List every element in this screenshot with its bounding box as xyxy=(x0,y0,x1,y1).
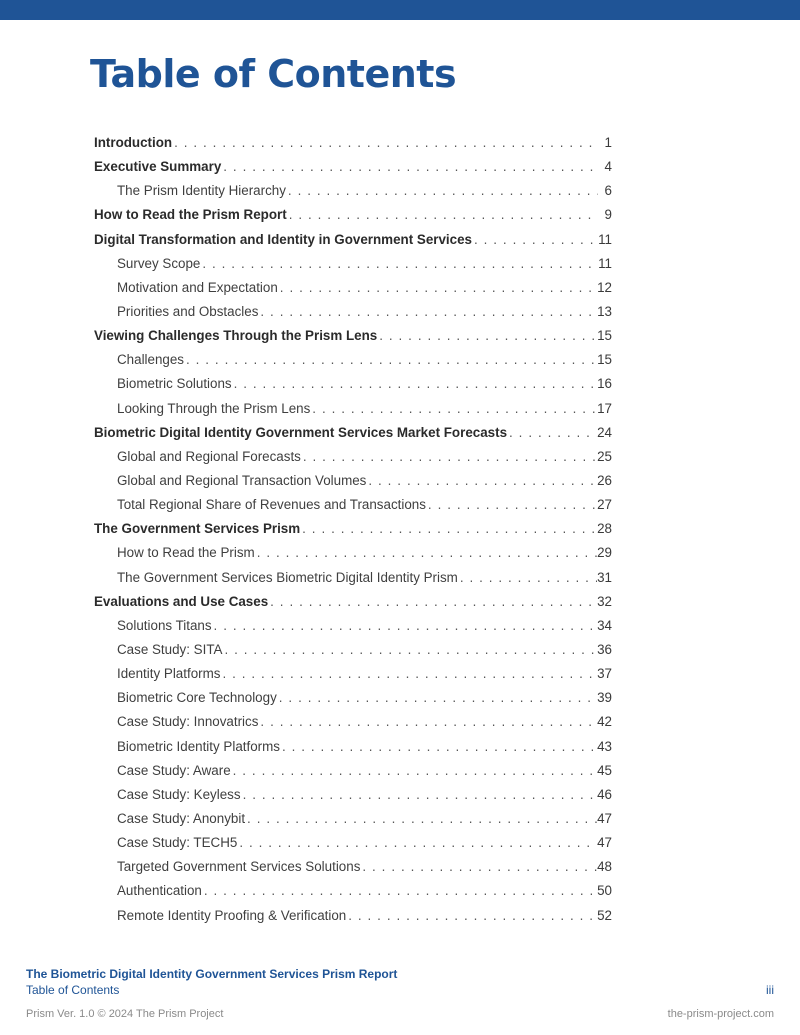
toc-dot-leader xyxy=(377,324,597,348)
toc-entry-page-number: 39 xyxy=(597,690,612,706)
toc-subsection-entry[interactable] xyxy=(94,469,612,493)
toc-entry-page-number: 28 xyxy=(597,521,612,537)
toc-dot-leader xyxy=(472,228,598,252)
toc-entry-page-number: 17 xyxy=(597,400,612,416)
footer-page-number: iii xyxy=(766,983,774,997)
toc-dot-leader xyxy=(280,735,597,759)
toc-dot-leader xyxy=(301,445,597,469)
toc-dot-leader xyxy=(300,517,597,541)
toc-entry-label: Digital Transformation and Identity in Government Services xyxy=(94,231,472,247)
toc-subsection-entry[interactable] xyxy=(94,300,612,324)
toc-section-entry[interactable] xyxy=(94,590,612,614)
toc-subsection-entry[interactable] xyxy=(94,831,612,855)
toc-entry-page-number: 46 xyxy=(597,786,612,802)
toc-entry-page-number: 12 xyxy=(597,279,612,295)
toc-subsection-entry[interactable] xyxy=(94,541,612,565)
toc-entry-page-number: 52 xyxy=(597,907,612,923)
toc-dot-leader xyxy=(258,300,597,324)
toc-dot-leader xyxy=(310,397,597,421)
toc-entry-page-number: 11 xyxy=(598,255,612,271)
toc-subsection-entry[interactable] xyxy=(94,879,612,903)
toc-entry-page-number: 50 xyxy=(597,883,612,899)
toc-section-entry[interactable] xyxy=(94,228,612,252)
toc-entry-label: The Government Services Prism xyxy=(94,521,301,537)
toc-entry-label: Biometric Identity Platforms xyxy=(117,738,280,754)
toc-entry-page-number: 36 xyxy=(597,641,612,657)
toc-subsection-entry[interactable] xyxy=(94,735,612,759)
toc-entry-page-number: 25 xyxy=(597,448,612,464)
toc-subsection-entry[interactable] xyxy=(94,566,612,590)
toc-entry-label: Biometric Solutions xyxy=(117,376,232,392)
toc-entry-page-number: 15 xyxy=(597,352,612,368)
toc-entry-label: Global and Regional Transaction Volumes xyxy=(117,472,367,488)
toc-entry-page-number: 48 xyxy=(597,859,612,875)
toc-entry-label: How to Read the Prism Report xyxy=(94,207,287,223)
toc-subsection-entry[interactable] xyxy=(94,638,612,662)
toc-entry-label: Total Regional Share of Revenues and Transactions xyxy=(117,497,426,513)
toc-entry-page-number: 42 xyxy=(597,714,612,730)
toc-dot-leader xyxy=(346,904,597,928)
toc-section-entry[interactable] xyxy=(94,324,612,348)
toc-entry-page-number: 47 xyxy=(597,835,612,851)
toc-entry-label: How to Read the Prism xyxy=(117,545,255,561)
toc-entry-label: Case Study: TECH5 xyxy=(117,835,238,851)
toc-entry-page-number: 15 xyxy=(597,328,612,344)
toc-entry-label: Identity Platforms xyxy=(117,666,221,682)
toc-entry-page-number: 34 xyxy=(597,617,612,633)
toc-subsection-entry[interactable] xyxy=(94,783,612,807)
toc-section-entry[interactable] xyxy=(94,421,612,445)
toc-entry-page-number: 29 xyxy=(597,545,612,561)
toc-entry-label: Executive Summary xyxy=(94,159,222,175)
toc-section-entry[interactable] xyxy=(94,517,612,541)
toc-entry-label: Priorities and Obstacles xyxy=(117,303,259,319)
toc-entry-label: Biometric Core Technology xyxy=(117,690,277,706)
toc-dot-leader xyxy=(237,831,597,855)
toc-subsection-entry[interactable] xyxy=(94,759,612,783)
toc-entry-page-number: 24 xyxy=(597,424,612,440)
toc-dot-leader xyxy=(458,566,597,590)
toc-subsection-entry[interactable] xyxy=(94,179,612,203)
toc-entry-page-number: 45 xyxy=(597,762,612,778)
toc-section-entry[interactable] xyxy=(94,155,612,179)
toc-subsection-entry[interactable] xyxy=(94,686,612,710)
toc-entry-page-number: 4 xyxy=(604,159,612,175)
toc-entry-label: Case Study: Keyless xyxy=(117,786,241,802)
page-title: Table of Contents xyxy=(90,52,457,96)
toc-entry-page-number: 26 xyxy=(597,472,612,488)
toc-subsection-entry[interactable] xyxy=(94,348,612,372)
toc-subsection-entry[interactable] xyxy=(94,614,612,638)
toc-dot-leader xyxy=(278,276,597,300)
toc-entry-label: Remote Identity Proofing & Verification xyxy=(117,907,347,923)
toc-dot-leader xyxy=(232,372,597,396)
toc-entry-label: The Government Services Biometric Digital Identity Prism xyxy=(117,569,458,585)
toc-subsection-entry[interactable] xyxy=(94,372,612,396)
toc-entry-label: Evaluations and Use Cases xyxy=(94,593,269,609)
footer-url: the-prism-project.com xyxy=(667,1008,774,1020)
toc-entry-page-number: 1 xyxy=(604,135,612,150)
toc-entry-page-number: 9 xyxy=(604,207,612,223)
toc-entry-label: Survey Scope xyxy=(117,255,201,271)
toc-dot-leader xyxy=(258,710,597,734)
toc-dot-leader xyxy=(268,590,597,614)
toc-dot-leader xyxy=(245,807,597,831)
footer-copyright: Prism Ver. 1.0 © 2024 The Prism Project xyxy=(26,1008,224,1020)
toc-dot-leader xyxy=(366,469,597,493)
toc-entry-label: Solutions Titans xyxy=(117,617,212,633)
toc-dot-leader xyxy=(286,179,598,203)
toc-entry-page-number: 32 xyxy=(597,593,612,609)
toc-section-entry[interactable] xyxy=(94,131,612,155)
toc-entry-label: Global and Regional Forecasts xyxy=(117,448,301,464)
toc-subsection-entry[interactable] xyxy=(94,445,612,469)
toc-entry-page-number: 11 xyxy=(598,231,612,247)
toc-entry-label: Challenges xyxy=(117,352,184,368)
toc-subsection-entry[interactable] xyxy=(94,276,612,300)
toc-subsection-entry[interactable] xyxy=(94,493,612,517)
toc-dot-leader xyxy=(287,203,598,227)
toc-subsection-entry[interactable] xyxy=(94,662,612,686)
toc-dot-leader xyxy=(426,493,597,517)
toc-subsection-entry[interactable] xyxy=(94,710,612,734)
table-of-contents xyxy=(94,131,612,928)
toc-entry-page-number: 13 xyxy=(597,303,612,319)
toc-entry-page-number: 37 xyxy=(597,666,612,682)
toc-dot-leader xyxy=(241,783,598,807)
toc-dot-leader xyxy=(220,662,597,686)
toc-dot-leader xyxy=(200,252,598,276)
toc-entry-page-number: 6 xyxy=(604,183,612,199)
footer-section-name: Table of Contents xyxy=(26,983,120,997)
toc-dot-leader xyxy=(172,131,598,155)
toc-entry-label: Case Study: SITA xyxy=(117,641,223,657)
toc-entry-label: Case Study: Aware xyxy=(117,762,231,778)
toc-entry-label: The Prism Identity Hierarchy xyxy=(117,183,286,199)
toc-dot-leader xyxy=(360,855,597,879)
toc-entry-label: Case Study: Innovatrics xyxy=(117,714,259,730)
toc-entry-page-number: 47 xyxy=(597,810,612,826)
toc-entry-page-number: 43 xyxy=(597,738,612,754)
toc-entry-label: Introduction xyxy=(94,135,173,150)
toc-section-entry[interactable] xyxy=(94,203,612,227)
toc-entry-page-number: 16 xyxy=(597,376,612,392)
toc-entry-label: Motivation and Expectation xyxy=(117,279,278,295)
toc-subsection-entry[interactable] xyxy=(94,252,612,276)
footer-report-title: The Biometric Digital Identity Government Services Prism Report xyxy=(26,967,398,981)
toc-dot-leader xyxy=(277,686,597,710)
toc-dot-leader xyxy=(507,421,597,445)
toc-dot-leader xyxy=(231,759,597,783)
toc-entry-label: Viewing Challenges Through the Prism Lens xyxy=(94,328,378,344)
toc-dot-leader xyxy=(202,879,597,903)
toc-dot-leader xyxy=(184,348,597,372)
toc-subsection-entry[interactable] xyxy=(94,855,612,879)
toc-entry-page-number: 27 xyxy=(597,497,612,513)
toc-entry-page-number: 31 xyxy=(597,569,612,585)
toc-dot-leader xyxy=(222,638,597,662)
toc-dot-leader xyxy=(255,541,597,565)
toc-subsection-entry[interactable] xyxy=(94,904,612,928)
toc-entry-label: Looking Through the Prism Lens xyxy=(117,400,311,416)
toc-entry-label: Case Study: Anonybit xyxy=(117,810,246,826)
toc-dot-leader xyxy=(221,155,598,179)
toc-dot-leader xyxy=(212,614,598,638)
toc-subsection-entry[interactable] xyxy=(94,807,612,831)
toc-entry-label: Biometric Digital Identity Government Services Market Forecasts xyxy=(94,424,508,440)
toc-subsection-entry[interactable] xyxy=(94,397,612,421)
toc-entry-label: Authentication xyxy=(117,883,202,899)
toc-entry-label: Targeted Government Services Solutions xyxy=(117,859,361,875)
top-accent-bar xyxy=(0,0,800,20)
